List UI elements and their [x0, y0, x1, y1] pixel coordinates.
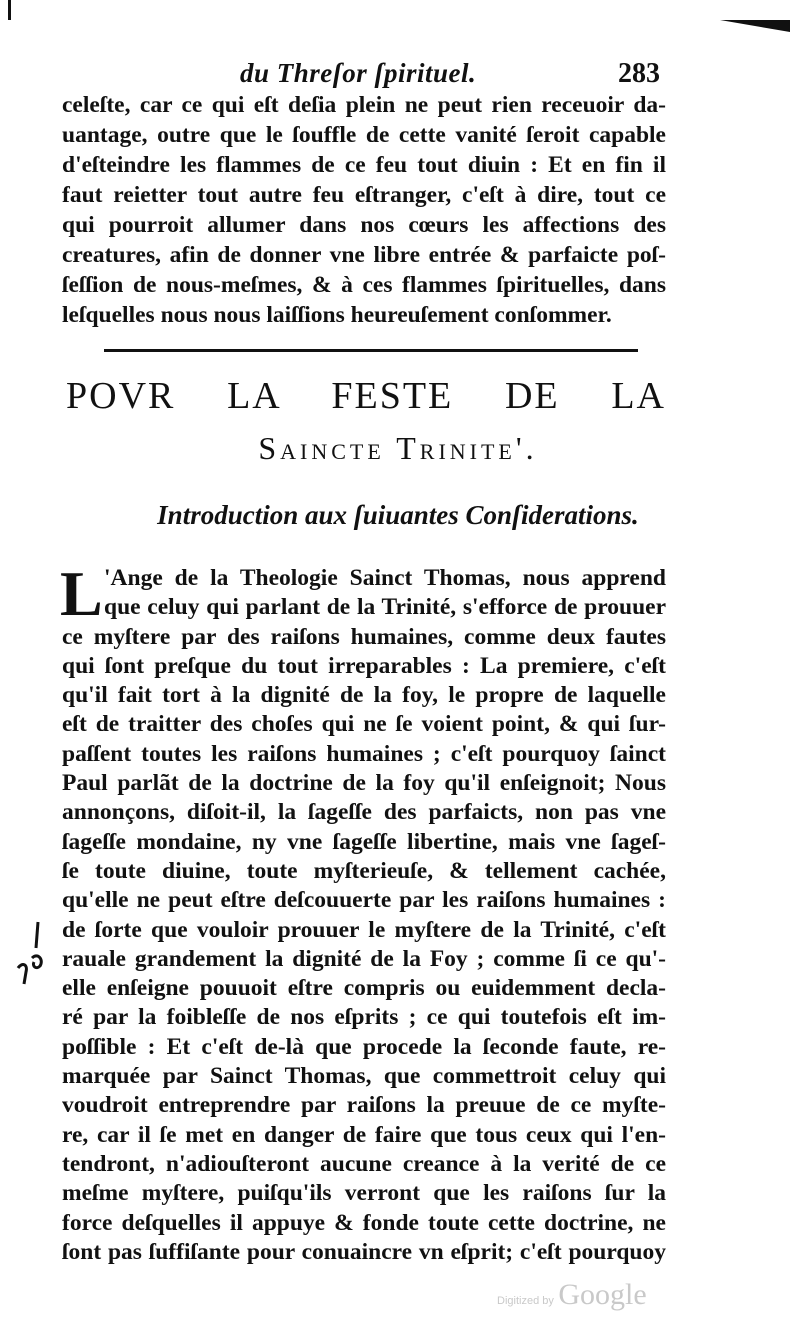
- text-line: qui ſont preſque du tout irreparables : La premiere, c'eſt: [62, 652, 666, 679]
- digitization-watermark: [497, 1278, 647, 1312]
- text-line: d'eſteindre les flammes de ce feu tout diuin : Et en fin il: [62, 152, 666, 178]
- page-corner-mark: [8, 0, 11, 20]
- text-line: ſeſſion de nous-meſmes, & à ces flammes ſpirituelles, dans: [62, 272, 666, 298]
- text-line: annonçons, diſoit-il, la ſageſſe des parfaicts, non pas vne: [62, 799, 666, 826]
- text-line: paſſent toutes les raiſons humaines ; c'eſt pourquoy ſainct: [62, 740, 666, 767]
- text-line: de ſorte que vouloir prouuer le myſtere de la Trinité, c'eſt: [62, 916, 666, 943]
- running-title: du Threſor ſpirituel.: [240, 58, 477, 88]
- page-corner-wedge: [720, 20, 790, 50]
- top-paragraph: [62, 90, 666, 330]
- handwritten-margin-mark: [12, 918, 52, 988]
- text-line: faut reietter tout autre feu eſtranger, c'eſt à dire, tout ce: [62, 182, 666, 208]
- drop-cap: L: [60, 558, 103, 629]
- text-line: creatures, afin de donner vne libre entrée & parfaicte poſ-: [62, 242, 666, 268]
- text-line: eſt de traitter des choſes qui ne ſe voient point, & qui ſur-: [62, 711, 666, 738]
- text-line: qui pourroit allumer dans nos cœurs les affections des: [62, 212, 666, 238]
- text-line: poſſible : Et c'eſt de-là que procede la ſeconde faute, re-: [62, 1033, 666, 1060]
- text-line: qu'il fait tort à la dignité de la foy, le propre de laquelle: [62, 682, 666, 709]
- text-line: ce myſtere par des raiſons humaines, comme deux fautes: [62, 623, 666, 650]
- text-line: 'Ange de la Theologie Sainct Thomas, nous apprend: [104, 565, 666, 591]
- text-line: que celuy qui parlant de la Trinité, s'efforce de prouuer: [104, 594, 666, 621]
- body-paragraph: [60, 558, 666, 1267]
- text-line: tendront, n'adiouſteront aucune creance à la verité de ce: [62, 1150, 666, 1177]
- text-line: ſageſſe mondaine, ny vne ſageſſe libertine, mais vne ſageſ-: [62, 828, 666, 855]
- page-number: 283: [618, 58, 660, 89]
- text-line: voudroit entreprendre par raiſons la preuue de ce myſte-: [62, 1092, 666, 1119]
- text-line: re, car il ſe met en danger de faire que tous ceux qui l'en-: [62, 1121, 666, 1148]
- chapter-heading: POVR LA FESTE DE LA: [66, 375, 666, 417]
- text-line: ſont pas ſuffiſante pour conuaincre vn eſprit; c'eſt pourquoy: [62, 1238, 666, 1265]
- text-line: ré par la foibleſſe de nos eſprits ; ce qui toutefois eſt im-: [62, 1004, 666, 1031]
- text-line: meſme myſtere, puiſqu'ils verront que les raiſons ſur la: [62, 1180, 666, 1207]
- text-line: marquée par Sainct Thomas, que commettroit celuy qui: [62, 1063, 666, 1090]
- watermark-prefix: Digitized by: [497, 1295, 554, 1307]
- text-line: uantage, outre que le ſouffle de cette vanité ſeroit capable: [62, 122, 666, 148]
- chapter-subheading: Saincte Trinite'.: [258, 430, 538, 466]
- text-line: qu'elle ne peut eſtre deſcouuerte par les raiſons humaines :: [62, 887, 666, 914]
- text-line: force deſquelles il appuye & fonde toute cette doctrine, ne: [62, 1209, 666, 1236]
- text-line: celeſte, car ce qui eſt deſia plein ne peut rien receuoir da-: [62, 92, 666, 118]
- text-line: Paul parlãt de la doctrine de la foy qu'il enſeignoit; Nous: [62, 770, 666, 797]
- text-line: elle enſeigne pouuoit eſtre compris ou euidemment decla-: [62, 975, 666, 1002]
- section-divider: [104, 349, 638, 352]
- watermark-brand: Google: [558, 1278, 647, 1311]
- section-title: Introduction aux ſuiuantes Conſiderations.: [157, 500, 639, 530]
- text-line: leſquelles nous nous laiſſions heureuſement conſommer.: [62, 302, 612, 328]
- text-line: ſe toute diuine, toute myſterieuſe, & tellement cachée,: [62, 857, 666, 884]
- text-line: rauale grandement la dignité de la Foy ; comme ſi ce qu'-: [62, 945, 666, 972]
